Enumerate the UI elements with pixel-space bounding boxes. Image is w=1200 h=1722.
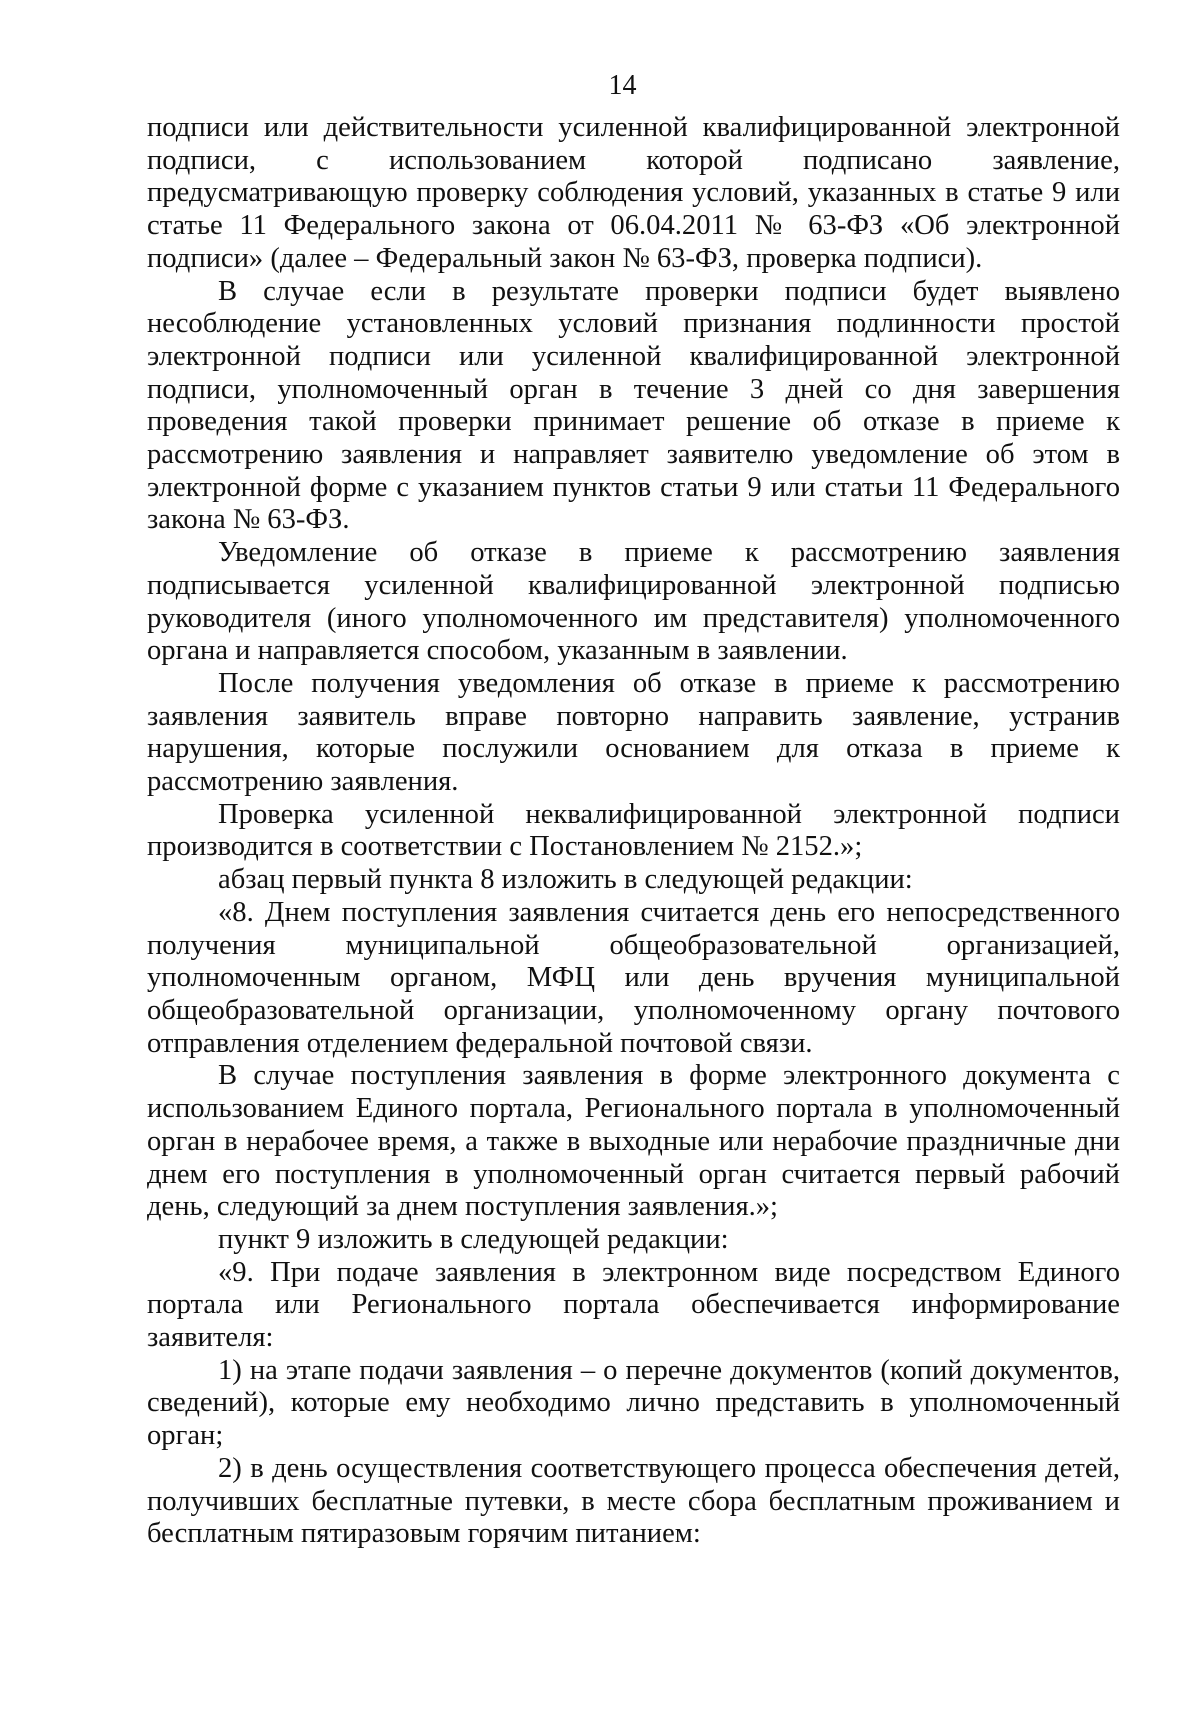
paragraph-resubmission: После получения уведомления об отказе в приеме к рассмотрению заявления заявитель вправе повторно направить заявление, устранив нарушения, которые послужили основанием для отказа в приеме к рассмотрению заявления. <box>147 667 1120 798</box>
paragraph-signature-check-continuation: подписи или действительности усиленной квалифицированной электронной подписи, с использованием которой подписано заявление, предусматривающую проверку соблюдения условий, указанных в статье 9 или статье 11 Федерального закона от 06.04.2011 № 63-ФЗ «Об электронной подписи» (далее – Федеральный закон № 63-ФЗ, проверка подписи). <box>147 112 1120 274</box>
page-number: 14 <box>608 70 637 101</box>
paragraph-signature-check-failure: В случае если в результате проверки подписи будет выявлено несоблюдение установленных условий признания подлинности простой электронной подписи или усиленной квалифицированной электронной подписи, уполномоченный орган в течение 3 дней со дня завершения проведения такой проверки принимает решение об отказе в приеме к рассмотрению заявления и направляет заявителю уведомление об этом в электронной форме с указанием пунктов статьи 9 или статьи 11 Федерального закона № 63-ФЗ. <box>147 275 1120 536</box>
list-item-2: 2) в день осуществления соответствующего процесса обеспечения детей, получивших бесплатные путевки, в месте сбора бесплатным проживанием и бесплатным пятиразовым горячим питанием: <box>147 1452 1120 1550</box>
paragraph-item-9-text: «9. При подаче заявления в электронном виде посредством Единого портала или Регионального портала обеспечивается информирование заявителя: <box>147 1256 1120 1354</box>
paragraph-amendment-item-9: пункт 9 изложить в следующей редакции: <box>218 1223 729 1255</box>
list-item-1: 1) на этапе подачи заявления – о перечне документов (копий документов, сведений), которые ему необходимо лично представить в уполномоченный орган; <box>147 1354 1120 1452</box>
paragraph-unqualified-signature-check: Проверка усиленной неквалифицированной электронной подписи производится в соответствии с Постановлением № 2152.»; <box>147 798 1120 863</box>
document-body <box>147 112 1120 1551</box>
paragraph-refusal-notice: Уведомление об отказе в приеме к рассмотрению заявления подписывается усиленной квалифицированной электронной подписью руководителя (иного уполномоченного им представителя) уполномоченного органа и направляется способом, указанным в заявлении. <box>147 537 1120 667</box>
paragraph-item-8-text: «8. Днем поступления заявления считается день его непосредственного получения муниципальной общеобразовательной организацией, уполномоченным органом, МФЦ или день вручения муниципальной общеобразовательной организации, уполномоченному органу почтового отправления отделением федеральной почтовой связи. <box>147 896 1120 1059</box>
paragraph-electronic-submission-date: В случае поступления заявления в форме электронного документа с использованием Единого портала, Регионального портала в уполномоченный орган в нерабочее время, а также в выходные или нерабочие праздничные дни днем его поступления в уполномоченный орган считается первый рабочий день, следующий за днем поступления заявления.»; <box>147 1060 1120 1223</box>
paragraph-amendment-item-8: абзац первый пункта 8 изложить в следующей редакции: <box>218 864 913 896</box>
